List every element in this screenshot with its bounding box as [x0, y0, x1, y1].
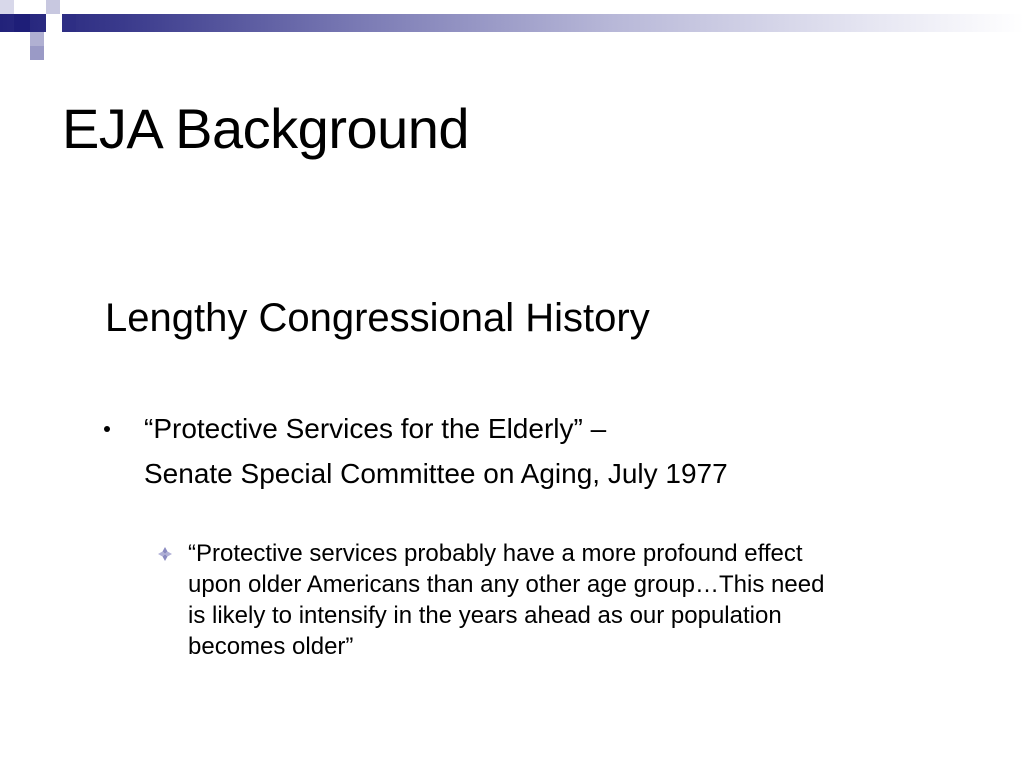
quote-line: “Protective services probably have a more profound effect — [188, 540, 803, 567]
quote-line: upon older Americans than any other age group…This need — [188, 571, 825, 598]
slide-subtitle: Lengthy Congressional History — [105, 296, 650, 340]
header-gradient-band — [0, 14, 1024, 32]
slide-title: EJA Background — [62, 97, 470, 160]
bullet-line-1: “Protective Services for the Elderly” – — [144, 413, 607, 444]
diamond-bullet-icon — [158, 547, 172, 561]
sub-bullet-quote — [188, 538, 968, 662]
bullet-line-2: Senate Special Committee on Aging, July 1977 — [144, 458, 728, 489]
round-bullet-icon — [104, 426, 110, 432]
quote-line: is likely to intensify in the years ahead as our population — [188, 602, 782, 629]
quote-line: becomes older” — [188, 633, 354, 660]
